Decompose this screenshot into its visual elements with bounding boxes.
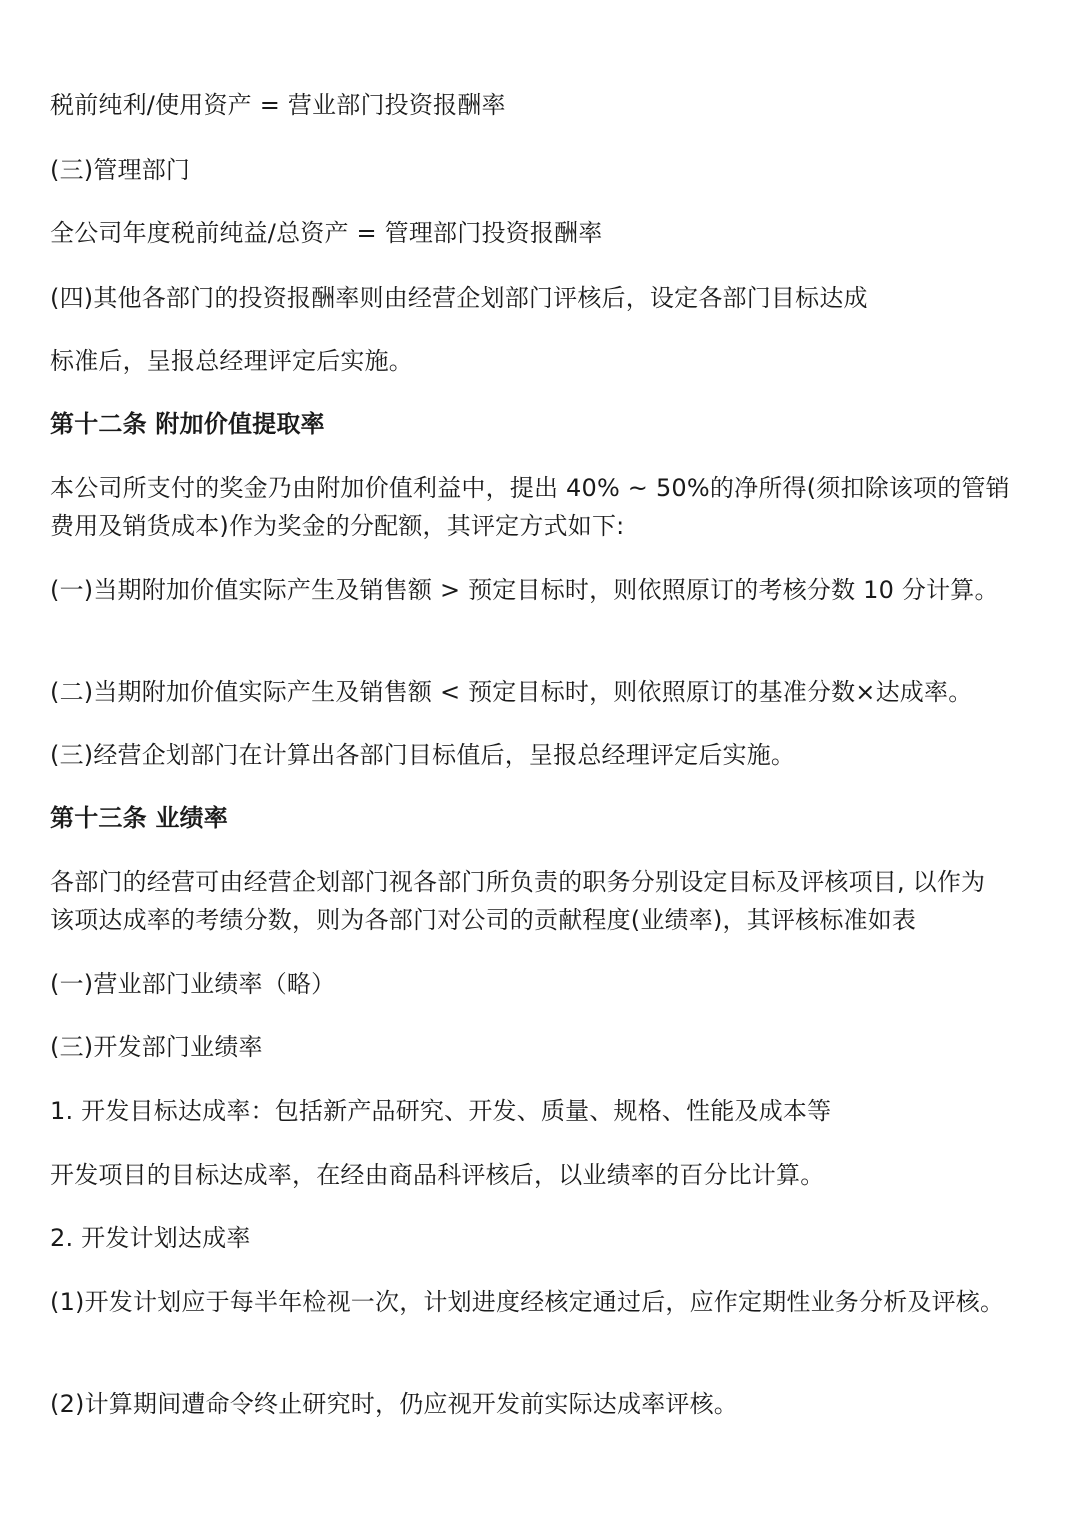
dev-target-rate-detail: 开发项目的目标达成率，在经由商品科评核后，以业绩率的百分比计算。 bbox=[50, 1161, 825, 1189]
article-13-paragraph-line1: 各部门的经营可由经营企划部门视各部门所负责的职务分别设定目标及评核项目, 以作为 bbox=[50, 868, 986, 896]
article-12-item-1: (一)当期附加价值实际产生及销售额 > 预定目标时，则依照原订的考核分数 10 分计算。 bbox=[50, 576, 999, 604]
formula-sales-roi: 税前纯利/使用资产 = 营业部门投资报酬率 bbox=[50, 91, 506, 119]
article-12-item-3: (三)经营企划部门在计算出各部门目标值后，呈报总经理评定后实施。 bbox=[50, 741, 796, 769]
dev-plan-rate-item: 2. 开发计划达成率 bbox=[50, 1224, 251, 1252]
formula-management-roi: 全公司年度税前纯益/总资产 = 管理部门投资报酬率 bbox=[50, 219, 603, 247]
article-12-item-2: (二)当期附加价值实际产生及销售额 < 预定目标时，则依照原订的基准分数×达成率。 bbox=[50, 678, 973, 706]
article-13-heading: 第十三条 业绩率 bbox=[50, 804, 228, 832]
item-other-depts: (四)其他各部门的投资报酬率则由经营企划部门评核后，设定各部门目标达成 bbox=[50, 284, 868, 312]
article-13-item-3: (三)开发部门业绩率 bbox=[50, 1033, 263, 1061]
article-12-heading: 第十二条 附加价值提取率 bbox=[50, 410, 325, 438]
article-13-item-1: (一)营业部门业绩率（略） bbox=[50, 970, 336, 998]
article-13-paragraph-line2: 该项达成率的考绩分数，则为各部门对公司的贡献程度(业绩率)，其评核标准如表 bbox=[50, 906, 917, 934]
item-other-depts-cont: 标准后，呈报总经理评定后实施。 bbox=[50, 347, 413, 375]
dev-plan-subitem-1: (1)开发计划应于每半年检视一次，计划进度经核定通过后，应作定期性业务分析及评核。 bbox=[50, 1288, 1005, 1316]
dev-target-rate-item: 1. 开发目标达成率：包括新产品研究、开发、质量、规格、性能及成本等 bbox=[50, 1097, 832, 1125]
item-management-dept: (三)管理部门 bbox=[50, 156, 191, 184]
article-12-paragraph-line1: 本公司所支付的奖金乃由附加价值利益中，提出 40% ~ 50%的净所得(须扣除该项的管销 bbox=[50, 474, 1010, 502]
article-12-paragraph-line2: 费用及销货成本)作为奖金的分配额，其评定方式如下: bbox=[50, 512, 625, 540]
dev-plan-subitem-2: (2)计算期间遭命令终止研究时，仍应视开发前实际达成率评核。 bbox=[50, 1390, 738, 1418]
